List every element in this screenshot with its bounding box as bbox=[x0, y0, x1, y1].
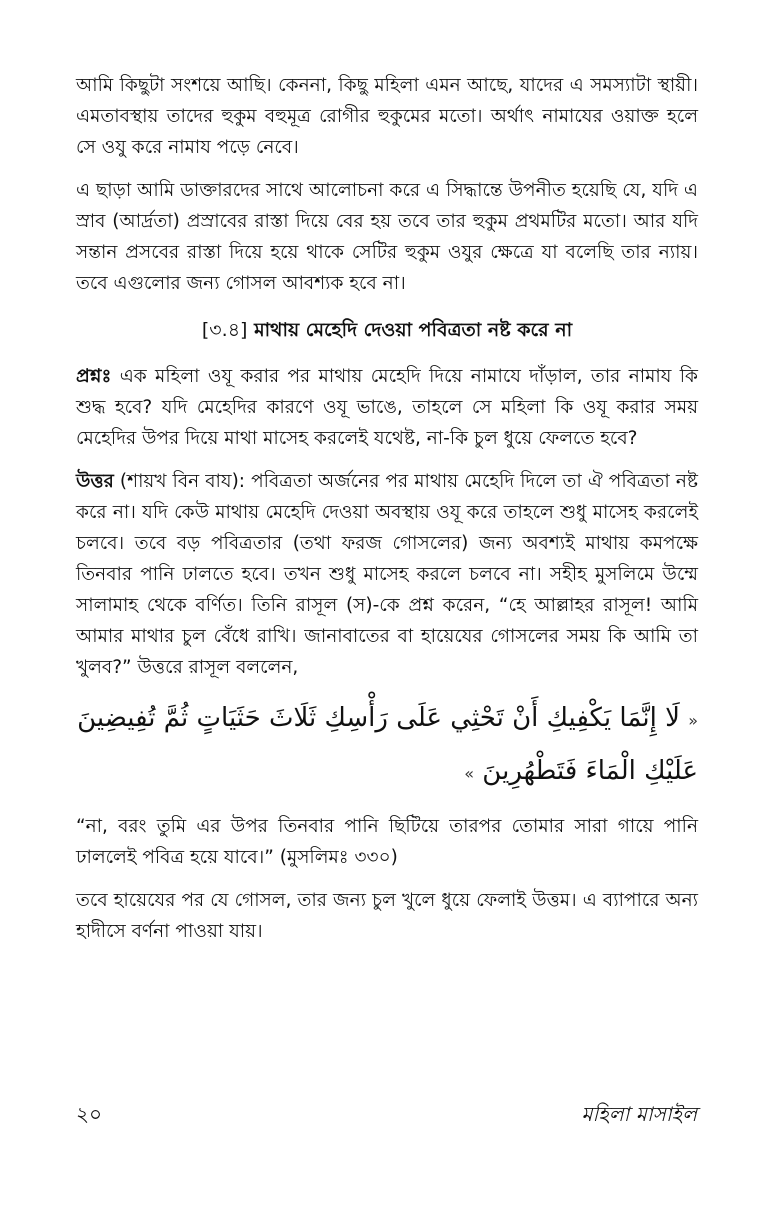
section-title: মাথায় মেহেদি দেওয়া পবিত্রতা নষ্ট করে না bbox=[254, 319, 573, 341]
answer-label: উত্তর bbox=[76, 471, 114, 492]
section-number: [৩.৪] bbox=[201, 319, 248, 341]
page-number: ২০ bbox=[76, 1102, 103, 1126]
translation-paragraph: “না, বরং তুমি এর উপর তিনবার পানি ছিটিয়ে তারপর তোমার সারা গায়ে পানি ঢাললেই পবিত্র হয়ে যাবে।” (মুসলিমঃ ৩৩০) bbox=[76, 816, 698, 868]
section-heading bbox=[76, 315, 698, 345]
closing-paragraph: তবে হায়েযের পর যে গোসল, তার জন্য চুল খুলে ধুয়ে ফেলাই উত্তম। এ ব্যাপারে অন্য হাদীসে বর্ণনা পাওয়া যায়। bbox=[76, 890, 698, 942]
answer-text: পবিত্রতা অর্জনের পর মাথায় মেহেদি দিলে তা ঐ পবিত্রতা নষ্ট করে না। যদি কেউ মাথায় মেহেদি দেওয়া অবস্থায় ওযূ করে তাহলে শুধু মাসেহ করলেই চলবে। তবে বড় পবিত্রতার (তথা ফরজ গোসলের) জন্য অবশ্যই মাথায় কমপক্ষে তিনবার পানি ঢালতে হবে। তখন শুধু মাসেহ করলে চলবে না। সহীহ মুসলিমে উম্মে সালামাহ থেকে বর্ণিত। তিনি রাসূল (স)-কে প্রশ্ন করেন, “হে আল্লাহর রাসূল! আমি আমার মাথার চুল বেঁধে রাখি। জানাবাতের বা হায়েযের গোসলের সময় কি আমি তা খুলব?” উত্তরে রাসূল বললেন, bbox=[76, 471, 698, 678]
paragraph-doctors: এ ছাড়া আমি ডাক্তারদের সাথে আলোচনা করে এ সিদ্ধান্তে উপনীত হয়েছি যে, যদি এ স্রাব (আর্দ্রতা) প্রস্রাবের রাস্তা দিয়ে বের হয় তবে তার হুকুম প্রথমটির মতো। আর যদি সন্তান প্রসবের রাস্তা দিয়ে হয়ে থাকে সেটির হুকুম ওযুর ক্ষেত্রে যা বলেছি তার ন্যায়। তবে এগুলোর জন্য গোসল আবশ্যক হবে না। bbox=[76, 180, 698, 294]
page-body bbox=[76, 70, 698, 947]
paragraph-intro: আমি কিছুটা সংশয়ে আছি। কেননা, কিছু মহিলা এমন আছে, যাদের এ সমস্যাটা স্থায়ী। এমতাবস্থায় তাদের হুকুম বহুমূত্র রোগীর হুকুমের মতো। অর্থাৎ নামাযের ওয়াক্ত হলে সে ওযু করে নামায পড়ে নেবে। bbox=[76, 75, 698, 158]
question-text: এক মহিলা ওযূ করার পর মাথায় মেহেদি দিয়ে নামাযে দাঁড়াল, তার নামায কি শুদ্ধ হবে? যদি মেহেদির কারণে ওযূ ভাঙে, তাহলে সে মহিলা কি ওযূ করার সময় মেহেদির উপর দিয়ে মাথা মাসেহ করলেই যথেষ্ট, না-কি চুল ধুয়ে ফেলতে হবে? bbox=[76, 366, 698, 449]
arabic-text: لَا إِنَّمَا يَكْفِيكِ أَنْ تَحْثِي عَلَى رَأْسِكِ ثَلَاثَ حَثَيَاتٍ ثُمَّ تُفِيضِينَ عَلَيْكِ الْمَاءَ فَتَطْهُرِينَ bbox=[77, 703, 698, 786]
answer-source: (শায়খ বিন বায): bbox=[113, 471, 246, 492]
arabic-hadith bbox=[76, 693, 698, 799]
question-paragraph bbox=[76, 361, 698, 454]
arabic-open-bracket: « bbox=[688, 711, 698, 730]
question-label: প্রশ্নঃ bbox=[76, 366, 112, 387]
arabic-close-bracket: » bbox=[464, 764, 475, 783]
answer-paragraph bbox=[76, 466, 698, 683]
book-title: মহিলা মাসাইল bbox=[581, 1102, 697, 1126]
